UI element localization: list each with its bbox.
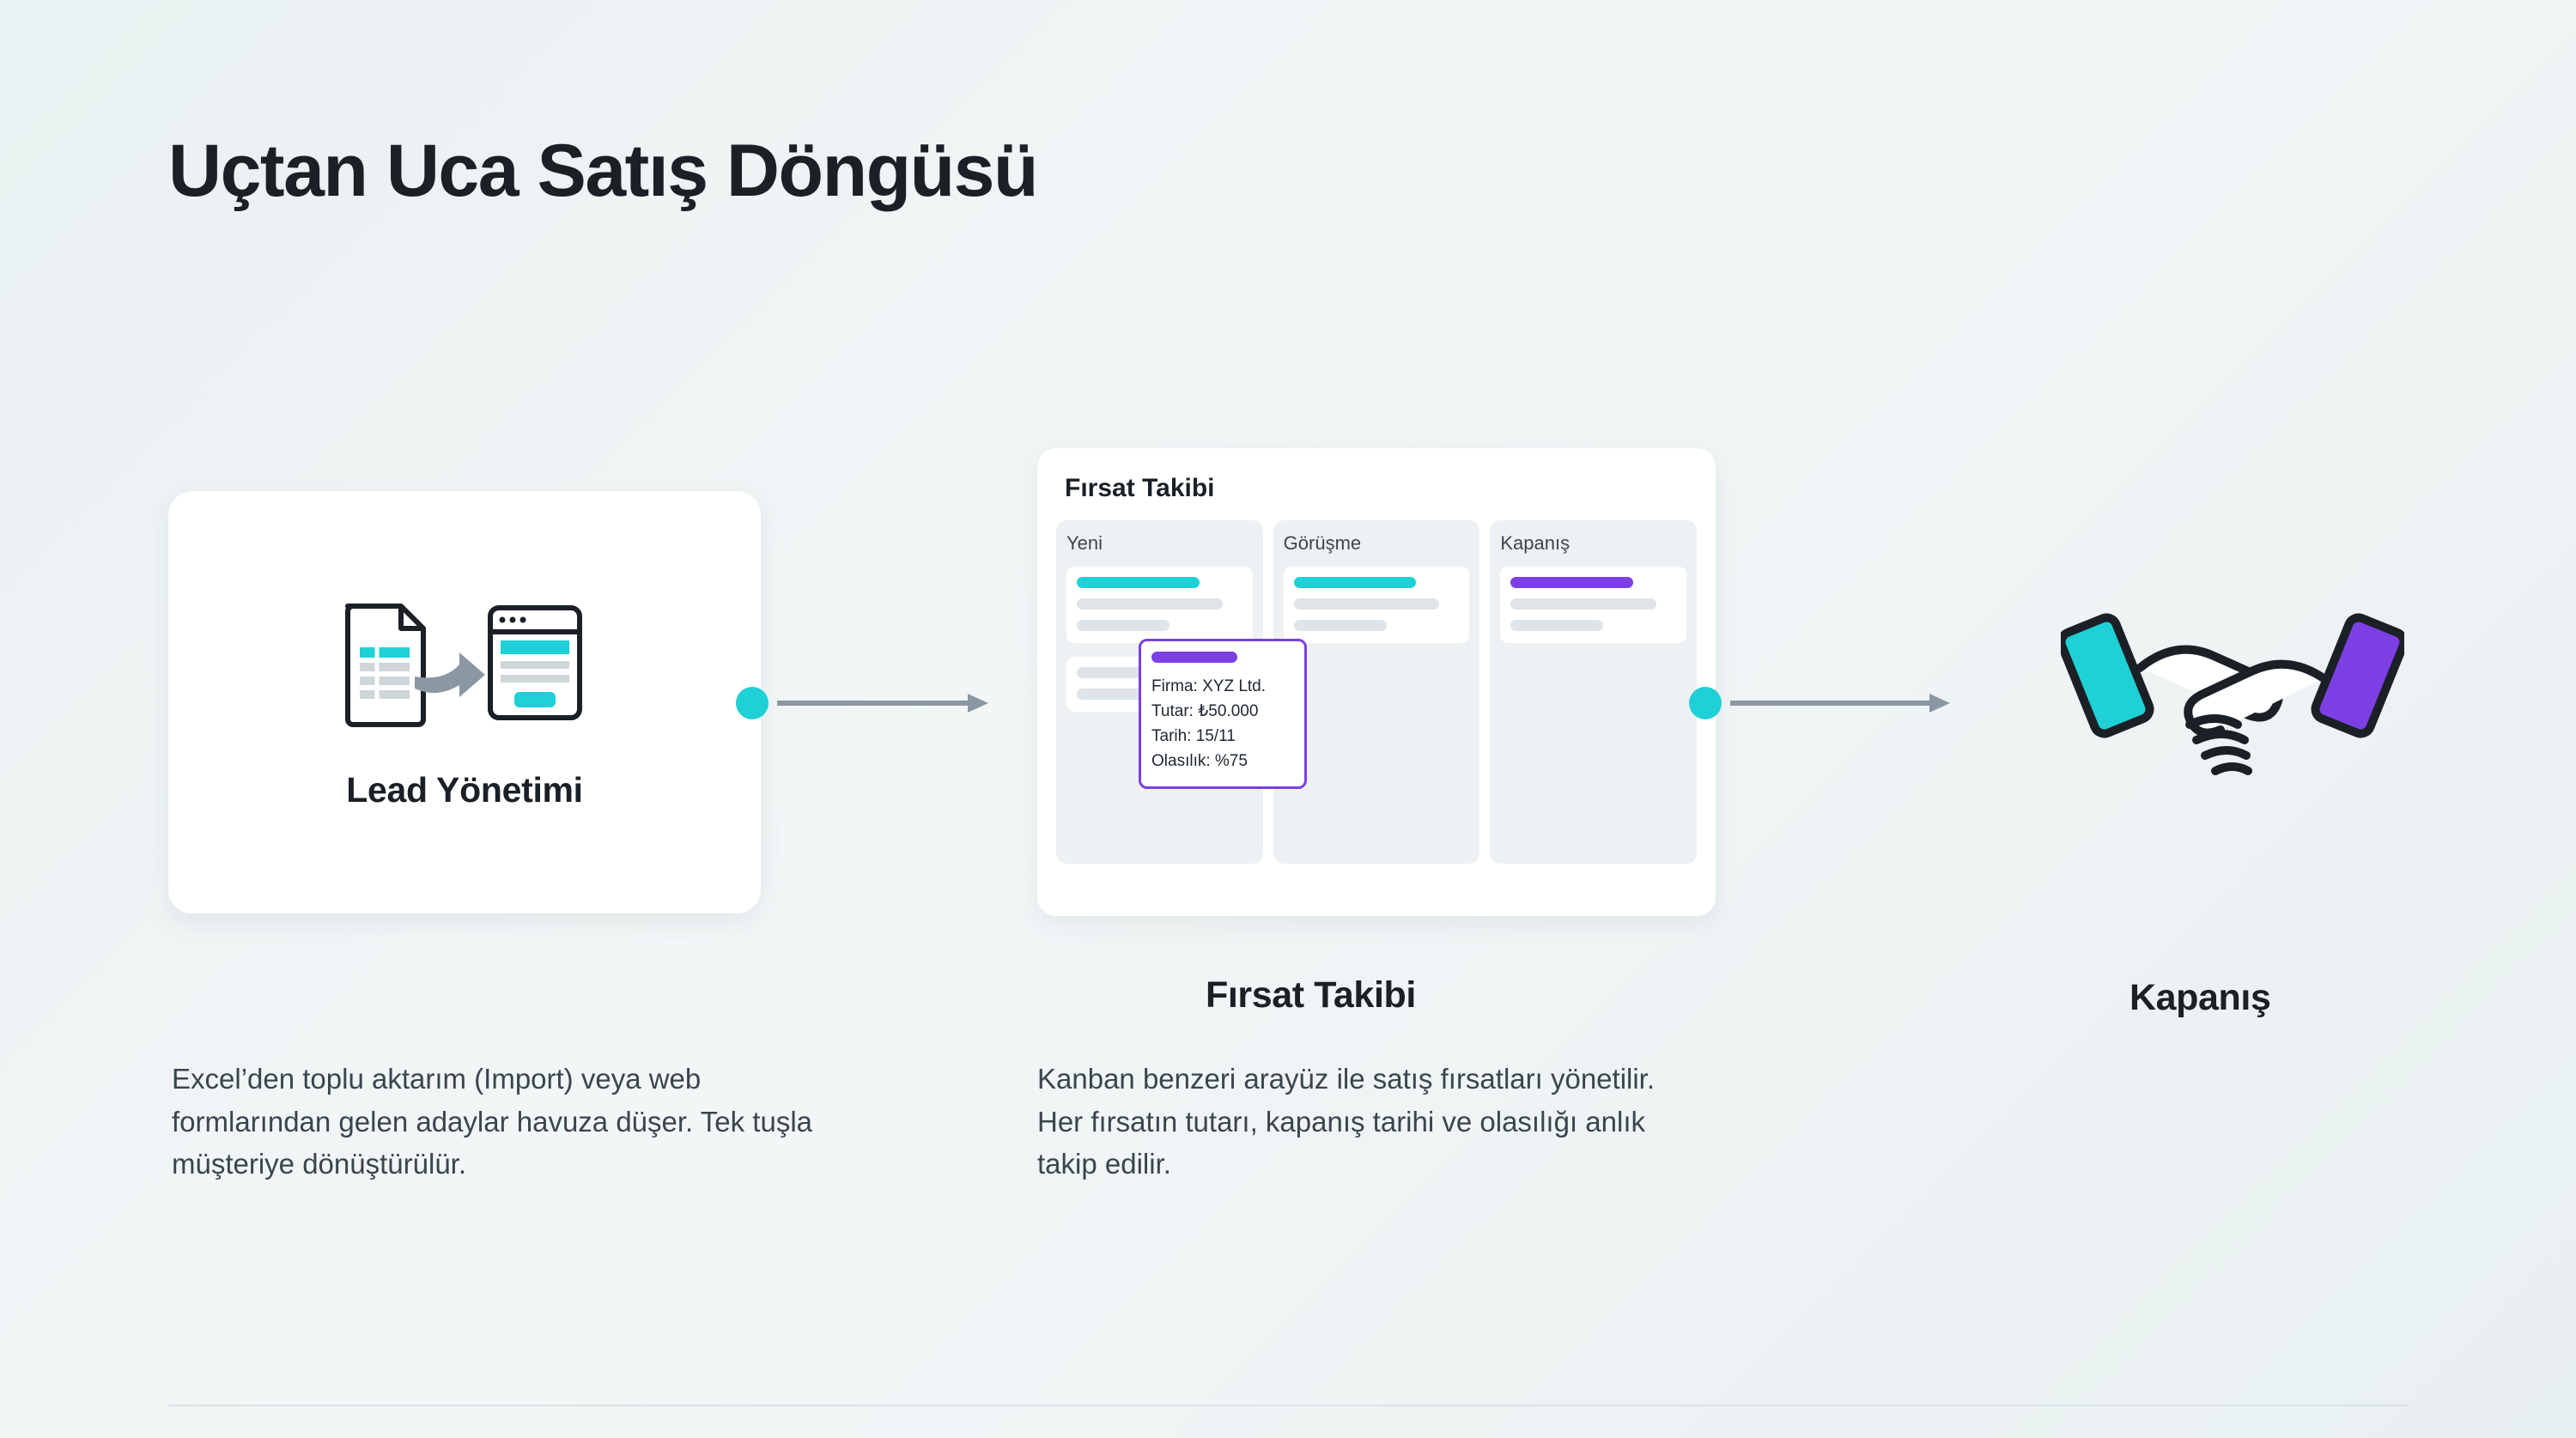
step-description-lead-management: Excel’den toplu aktarım (Import) veya web formlarından gelen adaylar havuza düşer. Tek tuşla müşteriye dönüştürülür.	[172, 1063, 813, 1180]
kanban-column-label: Yeni	[1066, 532, 1103, 554]
card-line	[1077, 598, 1223, 610]
excel-to-web-import-icon	[336, 594, 593, 736]
opportunity-date: Tarih: 15/11	[1151, 726, 1236, 745]
card-line	[1510, 620, 1603, 631]
card-line	[1294, 620, 1387, 631]
card-accent-bar	[1151, 652, 1237, 663]
kanban-card[interactable]	[1066, 567, 1253, 643]
handshake-icon	[2061, 558, 2404, 816]
card-accent-bar	[1294, 577, 1417, 588]
connector-dot	[736, 687, 769, 719]
kanban-column-label: Görüşme	[1283, 532, 1362, 554]
kanban-card[interactable]	[1500, 567, 1686, 643]
opportunity-amount: Tutar: ₺50.000	[1151, 701, 1259, 720]
card-accent-bar	[1077, 577, 1200, 588]
step-title-opportunity-tracking: Fırsat Takibi	[1206, 974, 1416, 1016]
opportunity-company: Firma: XYZ Ltd.	[1151, 677, 1267, 695]
card-line	[1294, 598, 1440, 610]
page-title: Uçtan Uca Satış Döngüsü	[168, 130, 1038, 212]
highlighted-opportunity-card[interactable]	[1139, 639, 1307, 789]
connector-dot	[1689, 687, 1722, 719]
kanban-column-kapanis[interactable]	[1490, 520, 1697, 864]
board-title: Fırsat Takibi	[1065, 474, 1215, 502]
step-card-opportunity-tracking[interactable]	[1037, 448, 1716, 916]
opportunity-probability: Olasılık: %75	[1151, 751, 1248, 770]
step-card-label: Lead Yönetimi	[346, 770, 583, 810]
step-description-opportunity-tracking: Kanban benzeri arayüz ile satış fırsatları yönetilir. Her fırsatın tutarı, kapanış tarihi ve olasılığı anlık takip edilir.	[1037, 1063, 1656, 1180]
kanban-column-label: Kapanış	[1500, 532, 1571, 554]
step-card-lead-management[interactable]	[168, 491, 761, 913]
footer-divider	[168, 1405, 2408, 1406]
step-title-closing: Kapanış	[2129, 977, 2271, 1018]
connector-arrow	[777, 690, 992, 716]
card-line	[1077, 620, 1170, 631]
card-line	[1510, 598, 1656, 610]
kanban-card[interactable]	[1284, 567, 1470, 643]
connector-arrow	[1730, 690, 1953, 716]
card-accent-bar	[1510, 577, 1633, 588]
